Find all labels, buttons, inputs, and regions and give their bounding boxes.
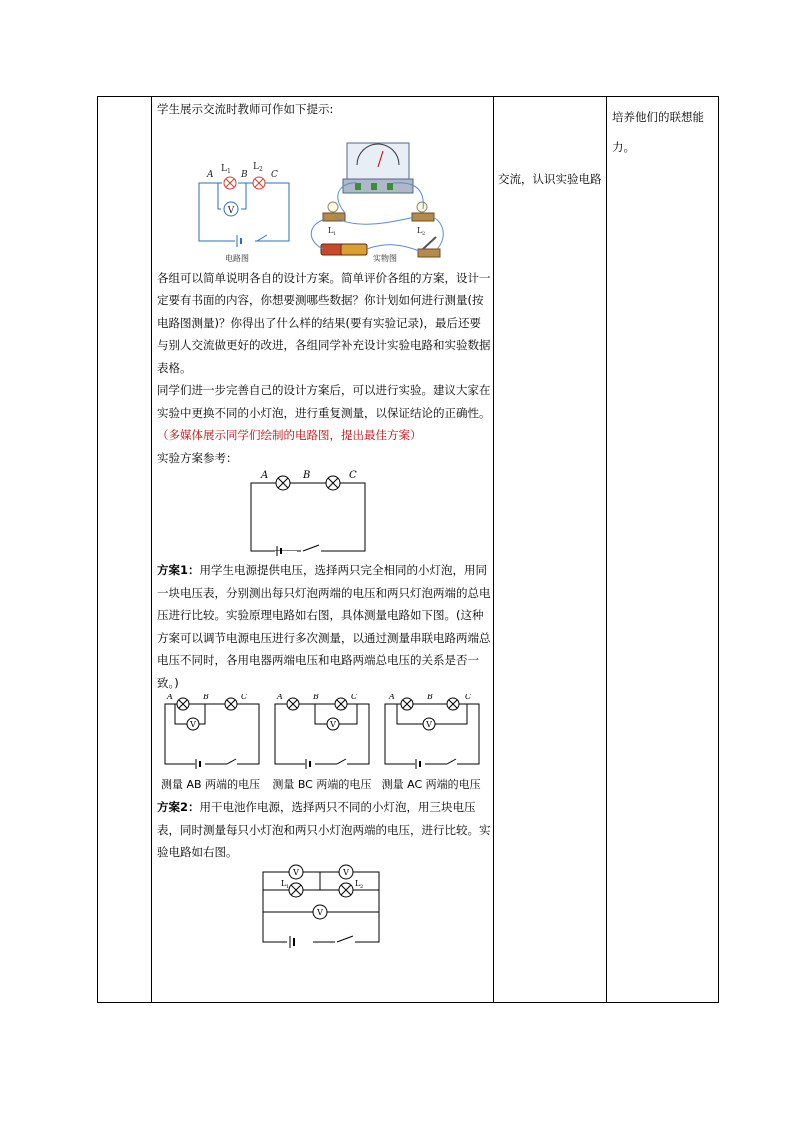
fig3c-meter: V (426, 720, 432, 729)
fig4-label-l1: L (281, 878, 287, 888)
table-divider-2 (493, 96, 494, 1003)
fig1-caption-left: 电路图 (225, 253, 249, 263)
paragraph-2 (157, 379, 491, 447)
fig1-label-b: B (241, 169, 248, 180)
fig3a-meter: V (190, 720, 196, 729)
plan-1-text: 用学生电源提供电压，选择两只完全相同的小灯泡，用同一块电压表，分别测出每只灯泡两端的电压和两只灯泡两端的总电压进行比较。实验原理电路如右图，具体测量电路如下图。(这种方案可以调节电源电压进行多次测量，以通过测量串联电路两端总电压不同时，各用电器两端电压和电路两端总电压的关系是否一致。) (157, 563, 491, 690)
table-border-bottom (97, 1002, 719, 1003)
fig3c-b: B (427, 694, 433, 701)
fig4-meter-1: V (293, 867, 299, 877)
circuit-diagram-schematic (199, 162, 289, 263)
caption-ac: 测量 AC 两端的电压 (381, 778, 481, 791)
fig4-label-l2: L (355, 878, 361, 888)
fig4-sub-1: 1 (286, 883, 290, 890)
circuit-figure-3 (157, 694, 491, 774)
plan-2-text: 用干电池作电源，选择两只不同的小灯泡，用三块电压表，同时测量每只小灯泡和两只小灯泡两端的电压，进行比较。实验电路如右图。 (157, 800, 491, 859)
design-intent-cell (612, 102, 712, 162)
fig1-photo-sub-1: 1 (333, 230, 337, 237)
circuit-figure-2 (157, 469, 491, 559)
table-border-right (718, 96, 719, 1003)
circuit-figure-1 (157, 121, 491, 267)
fig1-sub-2: 2 (259, 165, 263, 173)
teaching-content-cell (157, 98, 491, 948)
reference-label: 实验方案参考： (157, 450, 238, 465)
fig4-sub-2: 2 (360, 883, 364, 890)
fig3b-a: A (277, 694, 283, 701)
fig3a-b: B (203, 694, 209, 701)
plan-2-label: 方案2： (157, 800, 200, 814)
circuit-figure-4 (157, 864, 491, 948)
plan-1-label: 方案1： (157, 563, 200, 577)
lesson-table (97, 96, 719, 1003)
fig1-meter-label: V (227, 205, 235, 216)
fig3b-c: C (351, 694, 358, 701)
design-intent-text: 培养他们的联想能力。 (612, 110, 704, 154)
student-activity-text: 交流，认识实验电路 (498, 172, 602, 186)
apparatus-photo (311, 143, 443, 263)
plan-1-paragraph (157, 559, 491, 694)
circuit-measure-ab (165, 694, 259, 769)
figure-3-captions (161, 774, 491, 796)
fig3a-a: A (167, 694, 173, 701)
fig1-photo-l2: L (417, 225, 423, 235)
fig3c-c: C (465, 694, 472, 701)
intro-text: 学生展示交流时教师可作如下提示: (157, 102, 334, 116)
fig2-label-b: B (303, 470, 311, 481)
paragraph-1: 各组可以简单说明各自的设计方案。简单评价各组的方案，设计一定要有书面的内容，你想要测哪些数据？你计划如何进行测量(按电路图测量)？你得出了什么样的结果(要有实验记录)，最后还要与别人交流做更好的改进，各组同学补充设计实验电路和实验数据表格。 (157, 270, 491, 375)
fig1-label-a: A (207, 169, 214, 180)
caption-bc: 测量 BC 两端的电压 (272, 778, 372, 791)
circuit-measure-ac (385, 694, 479, 769)
table-border-top (97, 96, 719, 97)
fig3b-b: B (313, 694, 319, 701)
student-activity-cell (498, 164, 602, 194)
fig2-label-a: A (261, 470, 269, 481)
fig2-label-c: C (349, 470, 357, 481)
fig1-sub-1: 1 (227, 167, 231, 175)
fig1-label-l1: L (221, 163, 227, 174)
fig3c-a: A (389, 694, 395, 701)
fig1-label-l2: L (253, 161, 259, 172)
circuit-measure-bc (275, 694, 369, 769)
table-divider-3 (606, 96, 607, 1003)
table-border-left (97, 96, 98, 1003)
paragraph-2-text: 同学们进一步完善自己的设计方案后，可以进行实验。建议大家在实验中更换不同的小灯泡，进行重复测量，以保证结论的正确性。 (157, 383, 491, 420)
plan-2-paragraph (157, 796, 491, 864)
paragraph-2-highlight: （多媒体展示同学们绘制的电路图，提出最佳方案） (157, 428, 422, 442)
caption-ab: 测量 AB 两端的电压 (161, 778, 261, 791)
fig1-caption-right: 实物图 (373, 253, 397, 263)
fig3a-c: C (241, 694, 248, 701)
table-divider-1 (151, 96, 152, 1003)
fig1-photo-sub-2: 2 (422, 230, 426, 237)
fig4-meter-2: V (343, 867, 349, 877)
fig1-label-c: C (271, 169, 278, 180)
fig4-meter-3: V (317, 907, 323, 917)
fig3b-meter: V (330, 720, 336, 729)
fig1-photo-l1: L (328, 225, 334, 235)
